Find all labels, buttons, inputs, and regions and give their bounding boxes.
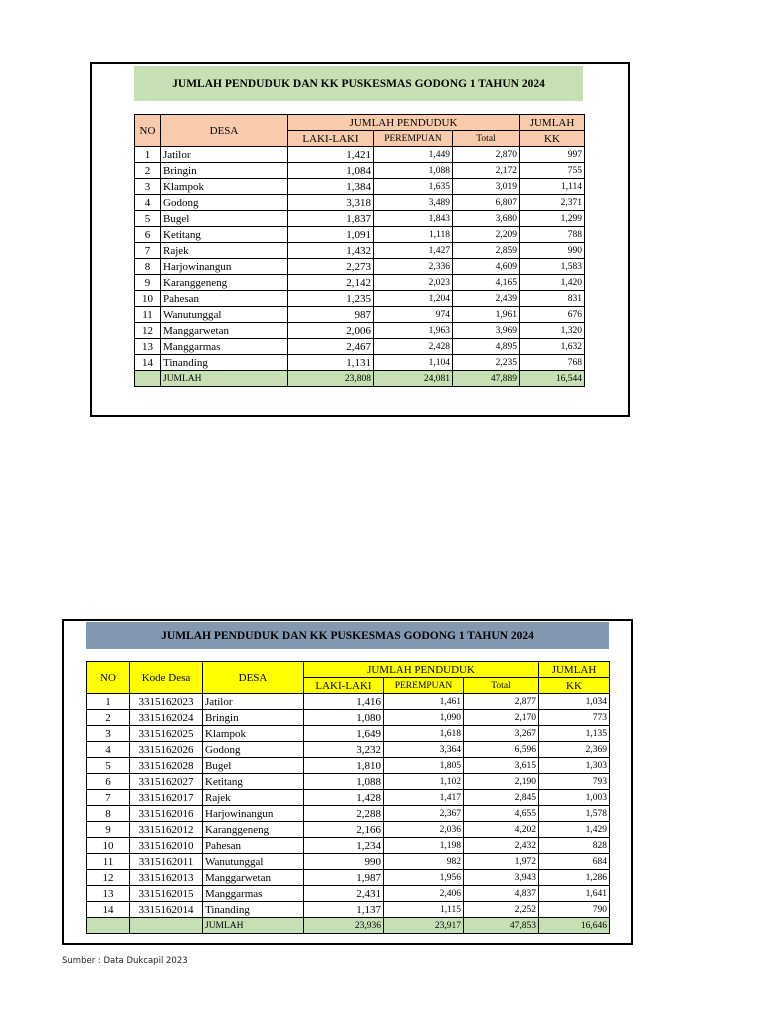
table-cell: Rajek [161, 243, 288, 259]
table-cell: 2,273 [288, 259, 374, 275]
table-cell: 1,135 [539, 726, 610, 742]
table-cell: 1,034 [539, 694, 610, 710]
table-cell: 1,417 [384, 790, 464, 806]
table-cell: 1,837 [288, 211, 374, 227]
table-cell: Wanutunggal [203, 854, 304, 870]
total-cell-empty [135, 371, 161, 387]
table-cell: 1,286 [539, 870, 610, 886]
table-cell: 1,088 [304, 774, 384, 790]
table-row [87, 854, 610, 870]
table-cell: 2,367 [384, 806, 464, 822]
col-kk-header: KK [520, 131, 585, 147]
table-cell: 1,115 [384, 902, 464, 918]
col-jumlah-penduduk-header: JUMLAH PENDUDUK [288, 115, 520, 131]
table-cell: Bugel [203, 758, 304, 774]
table-cell: 13 [135, 339, 161, 355]
table-cell: 1,963 [374, 323, 453, 339]
table-cell: Klampok [161, 179, 288, 195]
table-cell: 773 [539, 710, 610, 726]
table-cell: 3,943 [464, 870, 539, 886]
table-cell: Jatilor [161, 147, 288, 163]
table-row [135, 179, 585, 195]
table-cell: 1,104 [374, 355, 453, 371]
table-cell: 1,384 [288, 179, 374, 195]
total-total: 47,889 [453, 371, 520, 387]
table-cell: 1,956 [384, 870, 464, 886]
table-cell: 3315162023 [130, 694, 203, 710]
table-cell: 3,615 [464, 758, 539, 774]
table-cell: 987 [288, 307, 374, 323]
col-no-header: NO [135, 115, 161, 147]
table1-title: JUMLAH PENDUDUK DAN KK PUSKESMAS GODONG 1 TAHUN 2024 [134, 66, 583, 101]
table-row [87, 726, 610, 742]
table-row [135, 195, 585, 211]
table-cell: 1 [87, 694, 130, 710]
table-cell: 1,118 [374, 227, 453, 243]
table-cell: Karanggeneng [203, 822, 304, 838]
table-cell: 1,428 [304, 790, 384, 806]
table-cell: Bringin [203, 710, 304, 726]
table-cell: 1,234 [304, 838, 384, 854]
table-row [135, 147, 585, 163]
table-cell: 3315162011 [130, 854, 203, 870]
table-cell: Pahesan [203, 838, 304, 854]
table-cell: 1,131 [288, 355, 374, 371]
table-row [87, 870, 610, 886]
table-cell: 1,618 [384, 726, 464, 742]
table-row [87, 790, 610, 806]
table-cell: 3315162013 [130, 870, 203, 886]
table-cell: 6,807 [453, 195, 520, 211]
table-cell: 10 [87, 838, 130, 854]
table-cell: Bugel [161, 211, 288, 227]
table-cell: 11 [87, 854, 130, 870]
table-cell: 4,609 [453, 259, 520, 275]
table-cell: 3315162027 [130, 774, 203, 790]
table-cell: 7 [135, 243, 161, 259]
table-cell: 1,235 [288, 291, 374, 307]
table-cell: 1,843 [374, 211, 453, 227]
table-row [135, 339, 585, 355]
table-cell: 13 [87, 886, 130, 902]
table-cell: 793 [539, 774, 610, 790]
table-cell: 2,870 [453, 147, 520, 163]
table-cell: 2,371 [520, 195, 585, 211]
table-cell: 1,080 [304, 710, 384, 726]
total-total: 47,853 [464, 918, 539, 934]
table-cell: 5 [87, 758, 130, 774]
table-cell: 2,288 [304, 806, 384, 822]
table-cell: 1,303 [539, 758, 610, 774]
table-cell: 1,003 [539, 790, 610, 806]
table-cell: 1,583 [520, 259, 585, 275]
table-cell: 3,364 [384, 742, 464, 758]
table-cell: Klampok [203, 726, 304, 742]
table-cell: 3315162025 [130, 726, 203, 742]
total-laki: 23,936 [304, 918, 384, 934]
table-row [87, 838, 610, 854]
table-cell: 3315162015 [130, 886, 203, 902]
table-row [87, 742, 610, 758]
table-cell: 2,877 [464, 694, 539, 710]
table-cell: 2,170 [464, 710, 539, 726]
col-desa-header: DESA [203, 662, 304, 694]
total-kk: 16,544 [520, 371, 585, 387]
table-cell: 1,416 [304, 694, 384, 710]
table-cell: 9 [135, 275, 161, 291]
table-row [135, 259, 585, 275]
table-cell: 1,641 [539, 886, 610, 902]
table-cell: 3,969 [453, 323, 520, 339]
table-cell: 3315162016 [130, 806, 203, 822]
table-cell: 3,489 [374, 195, 453, 211]
table-cell: 1,432 [288, 243, 374, 259]
col-laki-header: LAKI-LAKI [288, 131, 374, 147]
table-cell: 6 [135, 227, 161, 243]
table-cell: 2,142 [288, 275, 374, 291]
table-cell: 6 [87, 774, 130, 790]
table-cell: 2,252 [464, 902, 539, 918]
table-cell: 5 [135, 211, 161, 227]
table-cell: 11 [135, 307, 161, 323]
table-cell: 1,091 [288, 227, 374, 243]
table-cell: 3,267 [464, 726, 539, 742]
table-cell: Bringin [161, 163, 288, 179]
total-row [135, 371, 585, 387]
table-row [87, 758, 610, 774]
table-cell: 1,810 [304, 758, 384, 774]
table-cell: 2,006 [288, 323, 374, 339]
table-cell: 1,578 [539, 806, 610, 822]
table-cell: 1,084 [288, 163, 374, 179]
table-cell: 997 [520, 147, 585, 163]
table-cell: 3315162012 [130, 822, 203, 838]
table-cell: 1,299 [520, 211, 585, 227]
table-cell: 4,202 [464, 822, 539, 838]
col-total-header: Total [453, 131, 520, 147]
table-cell: 3315162014 [130, 902, 203, 918]
table-row [87, 774, 610, 790]
table1 [134, 114, 585, 387]
table-cell: 2,432 [464, 838, 539, 854]
table2-title: JUMLAH PENDUDUK DAN KK PUSKESMAS GODONG 1 TAHUN 2024 [86, 622, 609, 649]
col-no-header: NO [87, 662, 130, 694]
table-cell: 990 [520, 243, 585, 259]
table-cell: 1,198 [384, 838, 464, 854]
col-desa-header: DESA [161, 115, 288, 147]
table-cell: 9 [87, 822, 130, 838]
table-cell: 2,467 [288, 339, 374, 355]
table-cell: 1,114 [520, 179, 585, 195]
table-cell: 2,235 [453, 355, 520, 371]
table-cell: Godong [161, 195, 288, 211]
table-cell: 2,439 [453, 291, 520, 307]
table-cell: 2,023 [374, 275, 453, 291]
table-cell: Harjowinangun [203, 806, 304, 822]
table-cell: 831 [520, 291, 585, 307]
table-row [135, 163, 585, 179]
table-cell: 4,895 [453, 339, 520, 355]
table-cell: Manggarmas [161, 339, 288, 355]
table-cell: 1,137 [304, 902, 384, 918]
table-cell: Jatilor [203, 694, 304, 710]
table-cell: Ketitang [203, 774, 304, 790]
table-cell: 2,036 [384, 822, 464, 838]
table-cell: 1,427 [374, 243, 453, 259]
table-cell: 1,421 [288, 147, 374, 163]
table-cell: 2,431 [304, 886, 384, 902]
table-cell: 2,428 [374, 339, 453, 355]
table-cell: 3,318 [288, 195, 374, 211]
table-cell: Tinanding [203, 902, 304, 918]
table-cell: 982 [384, 854, 464, 870]
table-cell: 4 [135, 195, 161, 211]
table-cell: 3315162010 [130, 838, 203, 854]
table-row [135, 307, 585, 323]
col-jumlah-penduduk-header: JUMLAH PENDUDUK [304, 662, 539, 678]
col-kk-header: KK [539, 678, 610, 694]
table-cell: 10 [135, 291, 161, 307]
total-cell-empty [87, 918, 130, 934]
table-cell: Godong [203, 742, 304, 758]
table-row [135, 275, 585, 291]
table-cell: 2,845 [464, 790, 539, 806]
source-note: Sumber : Data Dukcapil 2023 [62, 956, 188, 966]
table-cell: 4,165 [453, 275, 520, 291]
table-cell: 768 [520, 355, 585, 371]
table-cell: Harjowinangun [161, 259, 288, 275]
table-cell: 2,369 [539, 742, 610, 758]
table-cell: 12 [87, 870, 130, 886]
table-cell: Pahesan [161, 291, 288, 307]
table-row [135, 227, 585, 243]
table-cell: 1,090 [384, 710, 464, 726]
total-label: JUMLAH [161, 371, 288, 387]
total-row [87, 918, 610, 934]
table-cell: 1,429 [539, 822, 610, 838]
table-cell: 7 [87, 790, 130, 806]
table-cell: 12 [135, 323, 161, 339]
table-cell: 755 [520, 163, 585, 179]
table-cell: 788 [520, 227, 585, 243]
table-cell: 1,635 [374, 179, 453, 195]
table-cell: 790 [539, 902, 610, 918]
table-cell: 3315162024 [130, 710, 203, 726]
total-perempuan: 23,917 [384, 918, 464, 934]
table-cell: 1,088 [374, 163, 453, 179]
table-cell: Tinanding [161, 355, 288, 371]
table-cell: 3315162028 [130, 758, 203, 774]
table-cell: 1,972 [464, 854, 539, 870]
table-cell: 1,987 [304, 870, 384, 886]
table-cell: 3 [135, 179, 161, 195]
table-cell: 2,336 [374, 259, 453, 275]
table-cell: 2,406 [384, 886, 464, 902]
table-cell: 2,209 [453, 227, 520, 243]
col-jumlah-header: JUMLAH [539, 662, 610, 678]
table-cell: 1,632 [520, 339, 585, 355]
table-cell: Manggarwetan [161, 323, 288, 339]
table-cell: 2,172 [453, 163, 520, 179]
table-cell: 3315162017 [130, 790, 203, 806]
table-cell: 684 [539, 854, 610, 870]
table-row [87, 902, 610, 918]
table-cell: 3,019 [453, 179, 520, 195]
table-cell: 4,837 [464, 886, 539, 902]
table-cell: 1,461 [384, 694, 464, 710]
table-cell: 4,655 [464, 806, 539, 822]
total-label: JUMLAH [203, 918, 304, 934]
table-cell: 990 [304, 854, 384, 870]
col-perempuan-header: PEREMPUAN [374, 131, 453, 147]
table-cell: 1,102 [384, 774, 464, 790]
table-cell: 8 [87, 806, 130, 822]
table-cell: 1,961 [453, 307, 520, 323]
table-row [87, 886, 610, 902]
table-row [87, 694, 610, 710]
table-cell: 3 [87, 726, 130, 742]
table-cell: 14 [135, 355, 161, 371]
table-row [87, 806, 610, 822]
table-cell: Karanggeneng [161, 275, 288, 291]
table-cell: 974 [374, 307, 453, 323]
table-cell: 14 [87, 902, 130, 918]
table-cell: 2 [87, 710, 130, 726]
table-cell: 2,190 [464, 774, 539, 790]
total-perempuan: 24,081 [374, 371, 453, 387]
table-row [135, 355, 585, 371]
col-jumlah-header: JUMLAH [520, 115, 585, 131]
table-cell: 2,859 [453, 243, 520, 259]
col-total-header: Total [464, 678, 539, 694]
col-kode-header: Kode Desa [130, 662, 203, 694]
table-row [135, 291, 585, 307]
table-cell: 3,680 [453, 211, 520, 227]
table-cell: 1,420 [520, 275, 585, 291]
table-cell: Rajek [203, 790, 304, 806]
table-cell: 2,166 [304, 822, 384, 838]
table2 [86, 661, 610, 934]
table-cell: 4 [87, 742, 130, 758]
table-row [87, 710, 610, 726]
table-cell: 828 [539, 838, 610, 854]
table-cell: Wanutunggal [161, 307, 288, 323]
table-cell: 1 [135, 147, 161, 163]
table-cell: 8 [135, 259, 161, 275]
table-row [87, 822, 610, 838]
table-cell: Manggarmas [203, 886, 304, 902]
table-cell: 1,449 [374, 147, 453, 163]
table-cell: 1,805 [384, 758, 464, 774]
table-cell: 1,204 [374, 291, 453, 307]
table-cell: 2 [135, 163, 161, 179]
col-laki-header: LAKI-LAKI [304, 678, 384, 694]
table-row [135, 211, 585, 227]
total-laki: 23,808 [288, 371, 374, 387]
table-cell: 3,232 [304, 742, 384, 758]
total-kk: 16,646 [539, 918, 610, 934]
table-cell: Manggarwetan [203, 870, 304, 886]
table-cell: 676 [520, 307, 585, 323]
total-cell-empty [130, 918, 203, 934]
table-cell: 1,649 [304, 726, 384, 742]
col-perempuan-header: PEREMPUAN [384, 678, 464, 694]
table-cell: 3315162026 [130, 742, 203, 758]
table-cell: 6,596 [464, 742, 539, 758]
table-cell: Ketitang [161, 227, 288, 243]
table-cell: 1,320 [520, 323, 585, 339]
table-row [135, 323, 585, 339]
table-row [135, 243, 585, 259]
